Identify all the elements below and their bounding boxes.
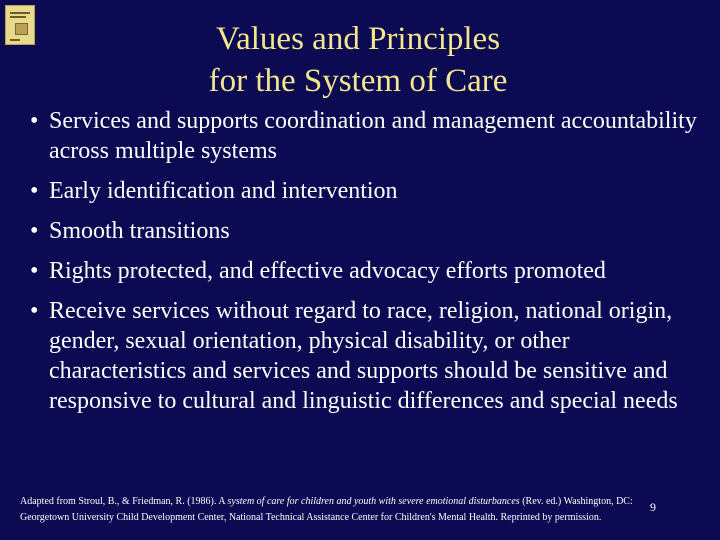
bullet-icon: • xyxy=(30,218,39,244)
bullet-icon: • xyxy=(30,298,39,324)
page-number: 9 xyxy=(650,500,656,514)
bullet-icon: • xyxy=(30,108,39,134)
bullet-item xyxy=(30,256,705,286)
bullet-icon: • xyxy=(30,178,39,204)
bullet-list xyxy=(30,106,705,416)
bullet-text: Receive services without regard to race, religion, national origin, gender, sexual orientation, physical disability, or other characteristics and services and supports should be sensitive and responsive to cultural and linguistic differences and special needs xyxy=(49,298,678,414)
title-line-1: Values and Principles xyxy=(215,21,501,57)
bullet-item xyxy=(30,216,705,246)
bullet-text: Rights protected, and effective advocacy efforts promoted xyxy=(49,258,606,284)
bullet-text: Early identification and intervention xyxy=(49,178,398,204)
bullet-item xyxy=(30,106,705,166)
bullet-text: Services and supports coordination and management accountability across multiple systems xyxy=(49,108,697,164)
citation xyxy=(20,494,640,526)
citation-suffix: (Rev. ed.) Washington, DC: Georgetown University Child Development Center, National Technical Assistance Center for Children's Mental Health. Reprinted by permission. xyxy=(20,496,633,523)
bullet-item xyxy=(30,296,705,416)
title-line-2: for the System of Care xyxy=(208,63,508,99)
bullet-item xyxy=(30,176,705,206)
bullet-text: Smooth transitions xyxy=(49,218,230,244)
citation-work-title: system of care for children and youth with severe emotional disturbances xyxy=(227,496,520,507)
citation-prefix: Adapted from Stroul, B., & Friedman, R. (1986). A xyxy=(20,496,228,507)
bullet-icon: • xyxy=(30,258,39,284)
slide-title xyxy=(120,18,596,102)
book-cover-logo-icon xyxy=(5,5,35,45)
